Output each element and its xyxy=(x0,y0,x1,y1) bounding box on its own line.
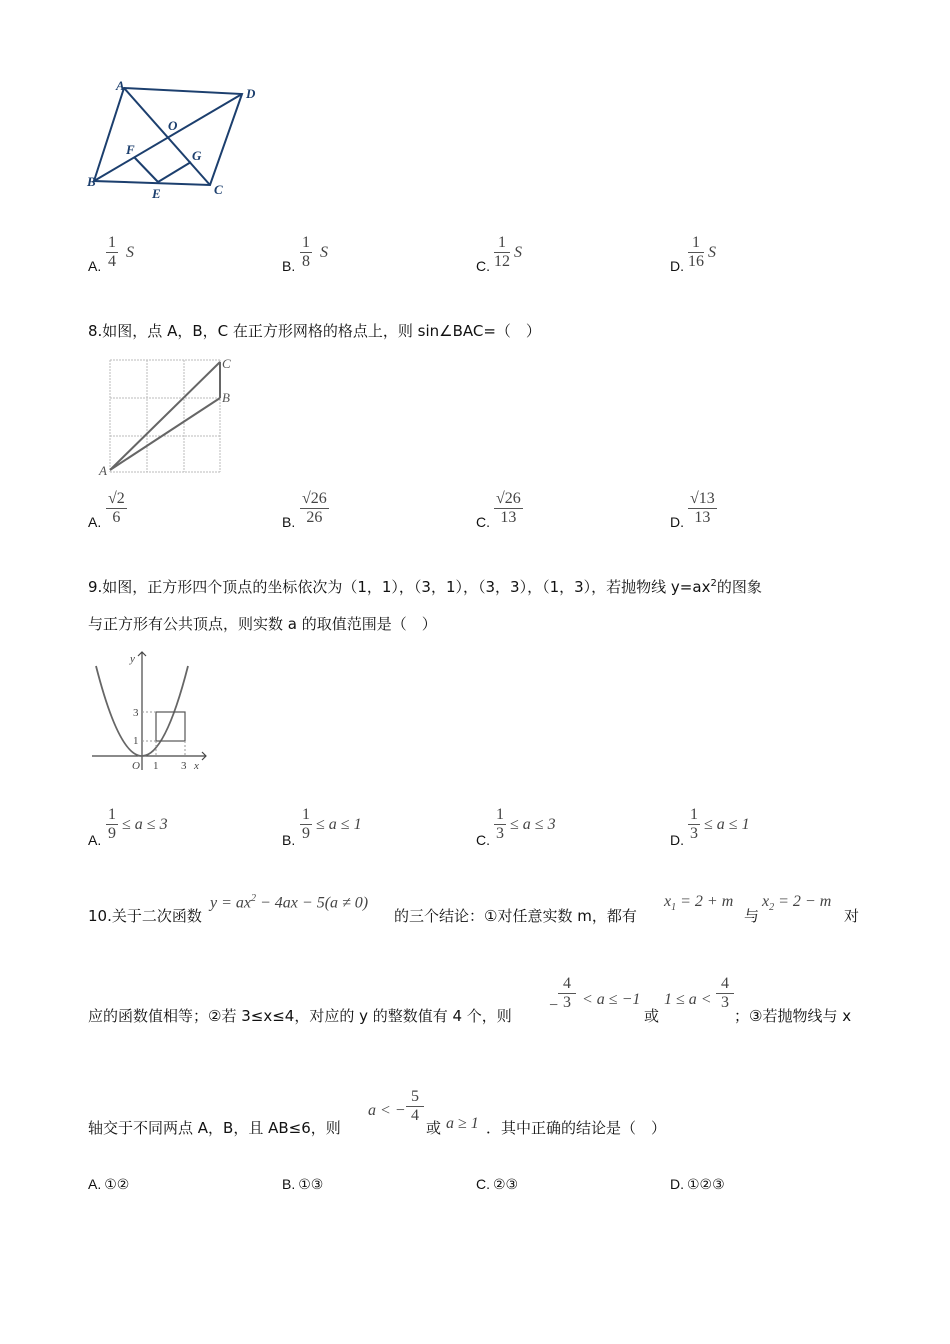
option-label: D. xyxy=(670,1176,684,1192)
q10-m1-fraction xyxy=(558,975,576,1012)
option-fraction xyxy=(494,234,510,271)
option-fraction xyxy=(688,490,717,527)
option-expression-tail: S xyxy=(514,244,522,261)
option-expression-tail: S xyxy=(708,244,716,261)
q10-text-ask: ．其中正确的结论是（ ） xyxy=(486,1119,667,1137)
fraction-numerator: 1 xyxy=(690,806,698,823)
segment-fe xyxy=(134,157,158,182)
q10-text-and: 与 xyxy=(744,907,760,925)
q7-option-d xyxy=(670,230,840,278)
fraction-numerator: 1 xyxy=(494,234,510,253)
label-x: x xyxy=(194,760,199,772)
q8-option-a xyxy=(88,488,258,536)
label-y: y xyxy=(130,653,135,665)
q10-m3-den: 4 xyxy=(411,1107,419,1124)
option-label: C. xyxy=(476,514,490,530)
option-fraction xyxy=(300,490,329,527)
label-b: B xyxy=(87,174,96,189)
q10-text-cond3: ；③若抛物线与 x xyxy=(734,1007,852,1025)
option-text: ①③ xyxy=(298,1176,324,1192)
option-label: C. xyxy=(476,1176,490,1192)
label-o: O xyxy=(168,118,178,133)
fraction-denominator: 13 xyxy=(500,509,517,526)
q10-m2-fraction xyxy=(716,975,734,1012)
fraction-numerator: √26 xyxy=(302,490,327,507)
option-expression-tail: ≤ a ≤ 3 xyxy=(122,816,168,833)
q10-m3-pre: a < − xyxy=(368,1102,406,1119)
option-fraction xyxy=(494,490,523,527)
fraction-numerator: √2 xyxy=(108,490,125,507)
q10-text-dui: 对 xyxy=(844,907,860,925)
q9-line1-b: 的图象 xyxy=(716,578,762,596)
q8-option-b xyxy=(282,488,452,536)
option-label: A. xyxy=(88,1176,102,1192)
fraction-denominator: 9 xyxy=(108,825,116,842)
q7-option-b xyxy=(282,230,452,278)
q10-m2-num: 4 xyxy=(716,975,734,994)
option-label: D. xyxy=(670,514,684,530)
tick-x-3: 3 xyxy=(181,760,187,772)
option-expression-tail: S xyxy=(126,244,134,261)
q10-option-d xyxy=(670,1176,725,1193)
fraction-denominator: 26 xyxy=(306,509,323,526)
q10-x2-b: = 2 − m xyxy=(774,893,832,910)
q10-option-a xyxy=(88,1176,129,1193)
option-label: A. xyxy=(88,514,102,530)
option-label: A. xyxy=(88,832,102,848)
label-o: O xyxy=(132,760,140,772)
fraction-numerator: 1 xyxy=(688,234,704,253)
fraction-denominator: 9 xyxy=(302,825,310,842)
q10-option-c xyxy=(476,1176,518,1193)
option-fraction xyxy=(106,806,118,843)
fraction-numerator: 1 xyxy=(108,234,116,251)
q9-option-c xyxy=(476,802,646,850)
fraction-denominator: 16 xyxy=(688,253,704,270)
diagonal-ac xyxy=(124,88,210,185)
label-e: E xyxy=(152,186,161,200)
q10-m3-fraction xyxy=(406,1088,424,1125)
fraction-numerator: 1 xyxy=(302,234,310,251)
label-a: A xyxy=(99,463,107,476)
segment-ab xyxy=(110,398,220,470)
q9-line1-a: 9.如图，正方形四个顶点的坐标依次为（1，1），（3，1），（3，3），（1，3），若抛物线 y=ax xyxy=(88,578,711,596)
q10-f1-b: − 4ax − 5(a ≠ 0) xyxy=(256,894,369,912)
q10-text-cond2: 应的函数值相等；②若 3≤x≤4，对应的 y 的整数值有 4 个，则 xyxy=(88,1007,512,1025)
option-label: B. xyxy=(282,514,296,530)
q10-x1: x xyxy=(664,893,672,910)
option-label: D. xyxy=(670,258,684,274)
q10-x2-sub: 2 xyxy=(769,902,775,914)
fraction-numerator: 1 xyxy=(108,806,116,823)
q8-option-c xyxy=(476,488,646,536)
label-b: B xyxy=(222,390,230,405)
q10-f1: y = ax xyxy=(210,894,251,912)
fraction-denominator: 6 xyxy=(112,509,121,526)
q10-m1-num: 4 xyxy=(558,975,576,994)
q10-m3-num: 5 xyxy=(406,1088,424,1107)
option-label: B. xyxy=(282,832,296,848)
label-a: A xyxy=(116,78,125,93)
option-fraction xyxy=(494,806,506,843)
option-expression-tail: ≤ a ≤ 1 xyxy=(704,816,750,833)
tick-x-1: 1 xyxy=(153,760,159,772)
q7-option-a xyxy=(88,230,258,278)
fraction-numerator: √13 xyxy=(690,490,715,507)
q10-m1-pre: − xyxy=(548,997,559,1014)
q10-x1-b: = 2 + m xyxy=(676,893,734,910)
option-fraction xyxy=(106,490,127,527)
fraction-numerator: 1 xyxy=(496,806,504,823)
option-label: A. xyxy=(88,258,102,274)
q10-function-formula xyxy=(210,893,368,912)
diagonal-bd xyxy=(94,94,242,181)
option-label: B. xyxy=(282,1176,296,1192)
q7-parallelogram-figure xyxy=(84,78,266,200)
q8-question-text: 8.如图，点 A，B，C 在正方形网格的格点上，则 sin∠BAC=（ ） xyxy=(88,322,541,340)
q10-x1-sub: 1 xyxy=(671,902,677,914)
option-fraction xyxy=(106,234,118,271)
option-fraction xyxy=(300,806,312,843)
fraction-denominator: 3 xyxy=(496,825,504,842)
option-fraction xyxy=(688,234,704,271)
q10-m1-den: 3 xyxy=(563,994,571,1011)
fraction-numerator: √26 xyxy=(496,490,521,507)
q9-line1-sup: 2 xyxy=(710,578,717,589)
q10-text-or1: 或 xyxy=(644,1007,660,1025)
q9-option-d xyxy=(670,802,840,850)
option-expression-tail: ≤ a ≤ 1 xyxy=(316,816,362,833)
label-c: C xyxy=(222,356,231,371)
option-label: C. xyxy=(476,258,490,274)
q10-m4: a ≥ 1 xyxy=(446,1115,479,1132)
q10-x2-expr xyxy=(762,893,831,913)
label-f: F xyxy=(126,142,135,157)
q9-option-b xyxy=(282,802,452,850)
q10-m2-pre: 1 ≤ a < xyxy=(664,991,712,1008)
option-fraction xyxy=(300,234,312,271)
q9-option-a xyxy=(88,802,258,850)
q8-option-d xyxy=(670,488,840,536)
label-c: C xyxy=(214,182,223,197)
option-expression-tail: S xyxy=(320,244,328,261)
q7-option-c xyxy=(476,230,646,278)
option-label: D. xyxy=(670,832,684,848)
tick-y-1: 1 xyxy=(133,735,139,747)
option-label: C. xyxy=(476,832,490,848)
option-text: ②③ xyxy=(493,1176,519,1192)
q8-grid-figure xyxy=(96,354,238,476)
option-expression-tail: ≤ a ≤ 3 xyxy=(510,816,556,833)
q10-m2-den: 3 xyxy=(721,994,729,1011)
q9-question-line2: 与正方形有公共顶点，则实数 a 的取值范围是（ ） xyxy=(88,615,437,633)
q10-text-or2: 或 xyxy=(426,1119,442,1137)
q10-text-conclusions: 的三个结论：①对任意实数 m，都有 xyxy=(394,907,637,925)
q10-x1-expr xyxy=(664,893,733,913)
fraction-numerator: 1 xyxy=(302,806,310,823)
fraction-denominator: 3 xyxy=(690,825,698,842)
fraction-denominator: 4 xyxy=(108,253,116,270)
tick-y-3: 3 xyxy=(133,707,139,719)
q10-m1-tail: < a ≤ −1 xyxy=(582,991,641,1008)
q9-question-line1 xyxy=(88,576,762,597)
option-label: B. xyxy=(282,258,296,274)
q10-f1-sup: 2 xyxy=(251,893,256,904)
q10-text-axis: 轴交于不同两点 A，B，且 AB≤6，则 xyxy=(88,1119,341,1137)
q10-option-b xyxy=(282,1176,323,1193)
square xyxy=(156,712,185,741)
q10-text-intro: 10.关于二次函数 xyxy=(88,907,202,925)
segment-ac xyxy=(110,362,220,470)
option-text: ①②③ xyxy=(687,1176,725,1192)
option-text: ①② xyxy=(104,1176,130,1192)
fraction-denominator: 12 xyxy=(494,253,510,270)
segment-eg xyxy=(158,162,191,182)
label-g: G xyxy=(192,148,202,163)
q9-parabola-figure xyxy=(88,648,212,774)
fraction-denominator: 8 xyxy=(302,253,310,270)
q10-x2: x xyxy=(762,893,770,910)
label-d: D xyxy=(246,86,256,101)
fraction-denominator: 13 xyxy=(694,509,711,526)
option-fraction xyxy=(688,806,700,843)
